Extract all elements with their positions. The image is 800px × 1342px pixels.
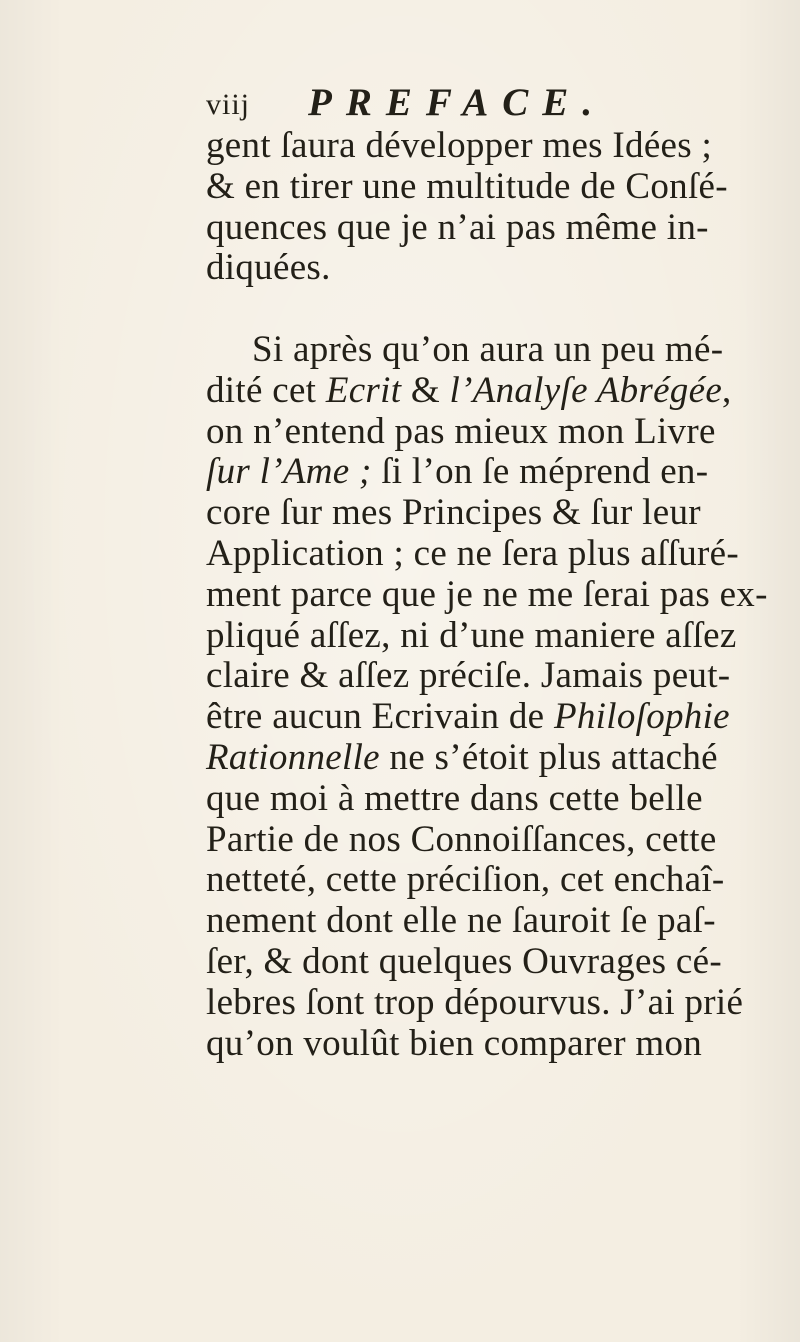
text-line <box>206 452 796 493</box>
body-text <box>206 126 796 1064</box>
folio-page-number: viij <box>206 88 251 121</box>
text-line <box>206 860 796 901</box>
text-line <box>206 126 796 167</box>
text-line <box>206 575 796 616</box>
text-span: être aucun Ecrivain de <box>206 696 554 738</box>
text-span: dité cet <box>206 369 326 411</box>
text-span: nement dont elle ne ſauroit ſe paſ- <box>206 900 716 942</box>
text-span: gent ſaura développer mes Idées ; <box>206 125 713 166</box>
text-line <box>206 248 796 289</box>
page-header <box>206 80 626 128</box>
text-span: Si après qu’on aura un peu mé- <box>252 328 724 370</box>
text-line <box>206 330 796 371</box>
italic-span: Philoſophie <box>553 696 730 738</box>
text-span: & en tirer une multitude de Conſé- <box>206 165 728 207</box>
text-line <box>206 208 796 249</box>
text-span: ſi l’on ſe méprend en- <box>371 451 709 493</box>
text-span: ment parce que je ne me ſerai pas ex- <box>206 573 768 615</box>
text-span: ſer, & dont quelques Ouvrages cé- <box>206 940 722 982</box>
text-span: ne s’étoit plus attaché <box>379 736 718 778</box>
text-line <box>206 901 796 942</box>
running-head-title: PREFACE. <box>308 81 607 124</box>
text-span: Application ; ce ne ſera plus aſſuré- <box>206 532 740 574</box>
text-line <box>206 412 796 453</box>
text-span: diquées. <box>206 247 331 289</box>
text-span: netteté, cette préciſion, cet enchaî- <box>206 859 725 901</box>
text-line <box>206 697 796 738</box>
text-span: lebres ſont trop dépourvus. J’ai prié <box>206 981 744 1023</box>
text-line <box>206 820 796 861</box>
text-line <box>206 942 796 983</box>
text-line <box>206 493 796 534</box>
text-line <box>206 983 796 1024</box>
text-span: , <box>722 369 732 411</box>
text-span: core ſur mes Principes & ſur leur <box>206 492 701 534</box>
text-line <box>206 656 796 697</box>
paragraph-gap <box>206 289 796 330</box>
text-span: quences que je n’ai pas même in- <box>206 206 709 248</box>
text-line <box>206 534 796 575</box>
text-span: que moi à mettre dans cette belle <box>206 777 703 819</box>
italic-span: Rationnelle <box>206 736 380 778</box>
text-span: Partie de nos Connoiſſances, cette <box>206 818 717 860</box>
text-span: on n’entend pas mieux mon Livre <box>206 410 716 452</box>
text-line <box>206 167 796 208</box>
text-line <box>206 616 796 657</box>
text-line <box>206 779 796 820</box>
italic-span: ſur l’Ame ; <box>206 451 372 493</box>
text-span: & <box>401 369 450 411</box>
text-line <box>206 738 796 779</box>
text-span: claire & aſſez préciſe. Jamais peut- <box>206 655 731 697</box>
text-span: pliqué aſſez, ni d’une maniere aſſez <box>206 614 737 656</box>
text-line <box>206 1024 796 1065</box>
text-line <box>206 371 796 412</box>
italic-span: l’Analyſe Abrégée <box>449 369 723 411</box>
text-span: qu’on voulût bien comparer mon <box>206 1022 703 1064</box>
italic-span: Ecrit <box>325 369 402 411</box>
